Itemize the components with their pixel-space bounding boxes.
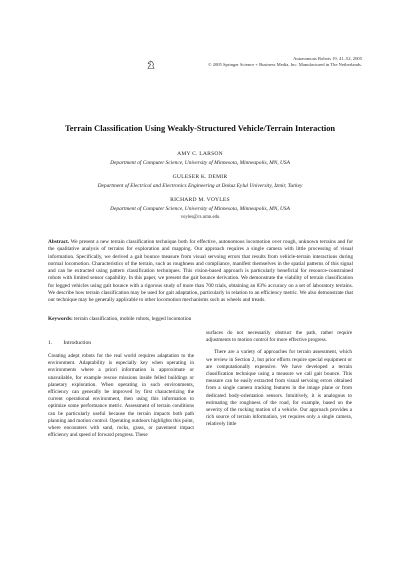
author-email: voyles@cs.umn.edu bbox=[180, 215, 220, 220]
body-paragraph: Creating adept robots for the real world requires adaptation to the environment. Adaptability is especially key when operating in environments where a priori information is approximate or unavailable, for example rescue missions inside felled buildings or planetary exploration. When operating in such environments, efficiency can generally be improved by first characterizing the current operational environment, then using this information to optimize some performance metric. Assessment of terrain conditions can be particularly useful because the terrain impacts both path planning and motion control. Operating outdoors highlights this point, where encounters with sand, rocks, grass, or pavement impact efficiency and speed of forward progress. These bbox=[48, 353, 194, 439]
right-column bbox=[206, 330, 352, 429]
abstract bbox=[48, 239, 353, 305]
author-affiliation: Department of Computer Science, University of Minnesota, Minneapolis, MN, USA bbox=[110, 206, 290, 212]
author-affiliation: Department of Computer Science, University of Minnesota, Minneapolis, MN, USA bbox=[110, 160, 290, 166]
springer-chess-knight-logo bbox=[146, 60, 156, 69]
abstract-text: We present a new terrain classification technique both for effective, autonomous locomotion over rough, unknown terrains and for the qualitative analysis of terrains for exploration and mapping. Our approach requires a single camera with little processing of visual information. Specifically, we derived a gait bounce measure from visual servoing errors that results from vehicle-terrain interactions during normal locomotion. Characteristics of the terrain, such as roughness and compliance, manifest themselves in the spatial patterns of this signal and can be extracted using pattern classification techniques. This vision-based approach is particularly beneficial for resource-constrained robots with limited sensor capability. In this paper, we present the gait bounce derivation. We demonstrate the viability of terrain classification for legged vehicles using gait bounce with a rigorous study of more than 700 trials, obtaining an 83% accuracy on a set of laboratory terrains. We describe how terrain classification may be used for gait adaptation, particularly in relation to an efficiency metric. We also demonstrate that our technique may be generally applicable to other locomotion mechanisms such as wheels and treads. bbox=[48, 239, 353, 304]
author-affiliation: Department of Electrical and Electronics Engineering at Dokuz Eylul University, Izmir, Turkey bbox=[97, 183, 303, 189]
paper-title: Terrain Classification Using Weakly-Structured Vehicle/Terrain Interaction bbox=[64, 124, 336, 133]
author-name: RICHARD M. VOYLES bbox=[170, 197, 230, 203]
section-title: Introduction bbox=[63, 340, 92, 346]
keywords-label: Keywords: bbox=[48, 316, 73, 322]
author-name: GULESER K. DEMIR bbox=[172, 174, 228, 180]
keywords bbox=[48, 316, 353, 322]
section-number: 1. bbox=[48, 340, 53, 346]
copyright-line: © 2005 Springer Science + Business Media, Inc. Manufactured in The Netherlands. bbox=[208, 62, 362, 68]
keywords-text: terrain classification, mobile robots, legged locomotion bbox=[74, 316, 192, 322]
abstract-label: Abstract. bbox=[48, 239, 70, 245]
left-column bbox=[48, 353, 194, 439]
section-heading bbox=[48, 340, 91, 346]
journal-header bbox=[208, 56, 362, 69]
journal-citation: Autonomous Robots 19, 41–52, 2005 bbox=[293, 56, 362, 61]
body-paragraph: surfaces do not necessarily obstruct the path, rather require adjustments to motion control for more effective progress. bbox=[206, 330, 352, 344]
body-paragraph: There are a variety of approaches for terrain assessment, which we review in Section 2, but prior efforts require special equipment or are computationally expensive. We have developed a terrain classification technique using a measure we call gait bounce. This measure can be easily extracted from visual servoing errors obtained from a single camera tracking features in the image plane or from dedicated body-orientation sensors. Intuitively, it is analogous to estimating the roughness of the road, for example, based on the severity of the rocking motion of a vehicle. Our approach provides a rich source of terrain information, yet requires only a single camera, relatively little bbox=[206, 349, 352, 428]
author-name: AMY C. LARSON bbox=[177, 151, 223, 157]
